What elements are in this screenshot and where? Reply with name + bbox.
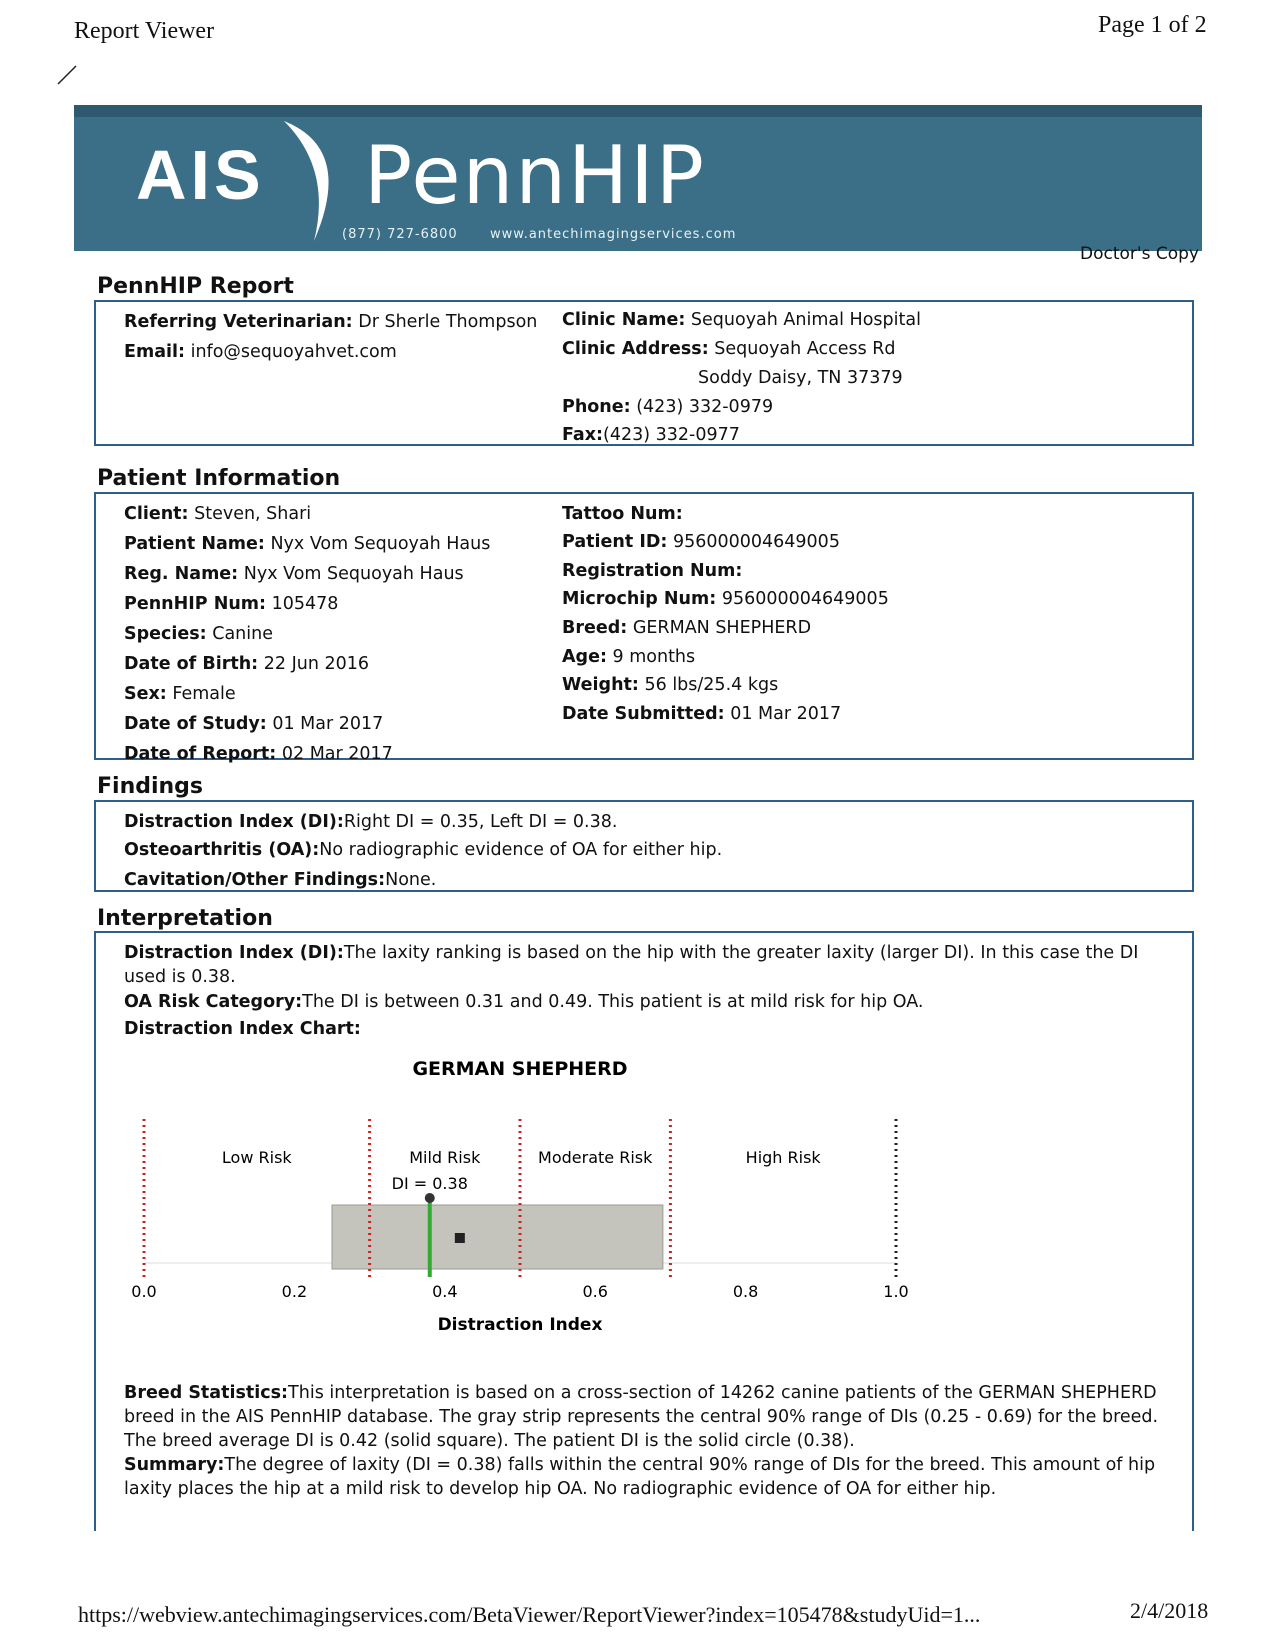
field-label: Email: (124, 342, 185, 362)
patient-field-row (124, 624, 273, 644)
findings-box (94, 800, 1194, 892)
referring-vet-value: Dr Sherle Thompson (358, 312, 538, 332)
x-axis-label: Distraction Index (437, 1315, 603, 1335)
field-label: Clinic Name: (562, 310, 686, 330)
findings-cavitation-row (124, 870, 436, 890)
report-box (94, 300, 1194, 446)
fax-value: (423) 332-0977 (603, 425, 740, 445)
footer-url: https://webview.antechimagingservices.com/BetaViewer/ReportViewer?index=105478&studyUid=1... (78, 1602, 981, 1627)
x-tick-label: 0.8 (732, 1282, 759, 1301)
fax-row (562, 425, 740, 445)
risk-zone-label: High Risk (745, 1148, 821, 1167)
pennhip-banner (74, 105, 1202, 251)
field-label: Client: (124, 504, 189, 524)
patient-section-title: Patient Information (97, 466, 341, 491)
summary-paragraph (124, 1453, 1169, 1501)
field-label: Referring Veterinarian: (124, 312, 353, 332)
interpretation-box (94, 931, 1194, 1531)
patient-field-row (562, 704, 841, 724)
field-value: 22 Jun 2016 (263, 654, 370, 674)
clinic-address-line1: Sequoyah Access Rd (714, 339, 896, 359)
field-value: Nyx Vom Sequoyah Haus (243, 564, 464, 584)
patient-field-row (124, 534, 490, 554)
findings-di-row (124, 812, 617, 832)
interp-chart-label (124, 1017, 1169, 1041)
field-value: 01 Mar 2017 (730, 704, 842, 724)
field-label: Date of Report: (124, 744, 277, 764)
clinic-name-value: Sequoyah Animal Hospital (690, 310, 921, 330)
footer-date: 2/4/2018 (1130, 1598, 1209, 1623)
logo-ais: AIS (136, 136, 265, 214)
field-label: Osteoarthritis (OA): (124, 840, 320, 860)
field-label: Summary: (124, 1455, 225, 1475)
logo-phone: (877) 727-6800 (342, 227, 458, 242)
interp-di-paragraph (124, 941, 1169, 989)
field-label: Microchip Num: (562, 589, 717, 609)
patient-field-row (124, 594, 338, 614)
field-value: 105478 (271, 594, 339, 614)
field-value: Nyx Vom Sequoyah Haus (270, 534, 491, 554)
field-label: Date Submitted: (562, 704, 725, 724)
patient-field-row (562, 589, 889, 609)
field-label: Distraction Index Chart: (124, 1019, 361, 1039)
phone-value: (423) 332-0979 (636, 397, 774, 417)
field-label: Sex: (124, 684, 167, 704)
breed-average-square (455, 1233, 465, 1243)
field-value: Right DI = 0.35, Left DI = 0.38. (343, 812, 618, 832)
patient-field-row (124, 714, 383, 734)
logo-website: www.antechimagingservices.com (490, 227, 737, 242)
field-value: GERMAN SHEPHERD (632, 618, 812, 638)
patient-field-row (124, 654, 369, 674)
field-value: Female (172, 684, 236, 704)
field-label: Weight: (562, 675, 639, 695)
clinic-address-line2: Soddy Daisy, TN 37379 (698, 368, 903, 388)
field-value: No radiographic evidence of OA for either hip. (319, 840, 723, 860)
interpretation-section-title: Interpretation (97, 906, 273, 931)
banner-top-strip (74, 105, 1202, 117)
field-value: Steven, Shari (194, 504, 312, 524)
field-value: The laxity ranking is based on the hip with the greater laxity (larger DI). In this case the DI used is 0.38. (124, 943, 1139, 987)
field-value: This interpretation is based on a cross-section of 14262 canine patients of the GERMAN SHEPHERD breed in the AIS PennHIP database. The gray strip represents the central 90% range of DIs (0.25 - 0.69) for the breed. The breed average DI is 0.42 (solid square). The patient DI is the solid circle (0.38). (124, 1383, 1159, 1451)
patient-field-row (124, 744, 393, 764)
distraction-index-chart (96, 1043, 1096, 1353)
patient-field-row (562, 675, 778, 695)
patient-field-row (562, 504, 683, 524)
field-label: Phone: (562, 397, 631, 417)
field-label: OA Risk Category: (124, 992, 303, 1012)
x-tick-label: 0.0 (131, 1282, 157, 1301)
field-value: The DI is between 0.31 and 0.49. This patient is at mild risk for hip OA. (302, 992, 924, 1012)
field-label: Clinic Address: (562, 339, 709, 359)
field-value: Canine (212, 624, 273, 644)
field-value: 9 months (612, 647, 696, 667)
field-value: None. (385, 870, 437, 890)
breed-statistics-paragraph (124, 1381, 1169, 1453)
browser-title: Report Viewer (74, 18, 215, 44)
risk-zone-label: Mild Risk (409, 1148, 481, 1167)
patient-field-row (562, 561, 742, 581)
x-tick-label: 1.0 (883, 1282, 909, 1301)
clinic-name-row (562, 310, 921, 330)
field-value: 956000004649005 (721, 589, 889, 609)
risk-zone-label: Low Risk (221, 1148, 292, 1167)
field-label: Age: (562, 647, 607, 667)
report-section-title: PennHIP Report (97, 274, 294, 299)
field-label: Date of Study: (124, 714, 267, 734)
patient-field-row (124, 504, 311, 524)
patient-box (94, 492, 1194, 764)
pen-mark (56, 62, 80, 92)
x-tick-label: 0.4 (432, 1282, 458, 1301)
patient-di-circle (425, 1193, 435, 1203)
patient-field-row (124, 564, 464, 584)
field-label: Patient ID: (562, 532, 668, 552)
field-label: Patient Name: (124, 534, 265, 554)
patient-di-label: DI = 0.38 (391, 1174, 468, 1193)
field-label: Reg. Name: (124, 564, 239, 584)
field-label: Tattoo Num: (562, 504, 683, 524)
interp-risk-paragraph (124, 990, 1169, 1014)
patient-field-row (562, 532, 840, 552)
email-row (124, 342, 397, 362)
referring-vet-row (124, 312, 537, 332)
field-label: Distraction Index (DI): (124, 943, 344, 963)
field-value: 02 Mar 2017 (281, 744, 393, 764)
field-label: Cavitation/Other Findings: (124, 870, 386, 890)
x-tick-label: 0.6 (582, 1282, 608, 1301)
field-value: The degree of laxity (DI = 0.38) falls within the central 90% range of DIs for the breed. This amount of hip laxity places the hip at a mild risk to develop hip OA. No radiographic evidence of OA for either hip. (124, 1455, 1156, 1499)
clinic-address-row (562, 339, 896, 359)
chart-title: GERMAN SHEPHERD (412, 1058, 628, 1080)
copy-label: Doctor's Copy (1080, 244, 1199, 264)
field-value: 956000004649005 (672, 532, 840, 552)
field-label: Fax: (562, 425, 604, 445)
field-label: Species: (124, 624, 207, 644)
findings-oa-row (124, 840, 722, 860)
field-label: Breed Statistics: (124, 1383, 289, 1403)
field-label: PennHIP Num: (124, 594, 267, 614)
patient-field-row (562, 618, 811, 638)
field-value: 56 lbs/25.4 kgs (644, 675, 779, 695)
field-label: Distraction Index (DI): (124, 812, 344, 832)
field-label: Breed: (562, 618, 628, 638)
phone-row (562, 397, 773, 417)
risk-zone-label: Moderate Risk (538, 1148, 653, 1167)
field-label: Registration Num: (562, 561, 743, 581)
field-value: 01 Mar 2017 (272, 714, 384, 734)
patient-field-row (124, 684, 236, 704)
page-number: Page 1 of 2 (1098, 12, 1207, 38)
logo-pennhip: PennHIP (364, 129, 707, 222)
x-tick-label: 0.2 (281, 1282, 308, 1301)
breed-range-strip (332, 1205, 663, 1269)
findings-section-title: Findings (97, 774, 204, 799)
patient-field-row (562, 647, 695, 667)
email-value: info@sequoyahvet.com (190, 342, 397, 362)
field-label: Date of Birth: (124, 654, 259, 674)
